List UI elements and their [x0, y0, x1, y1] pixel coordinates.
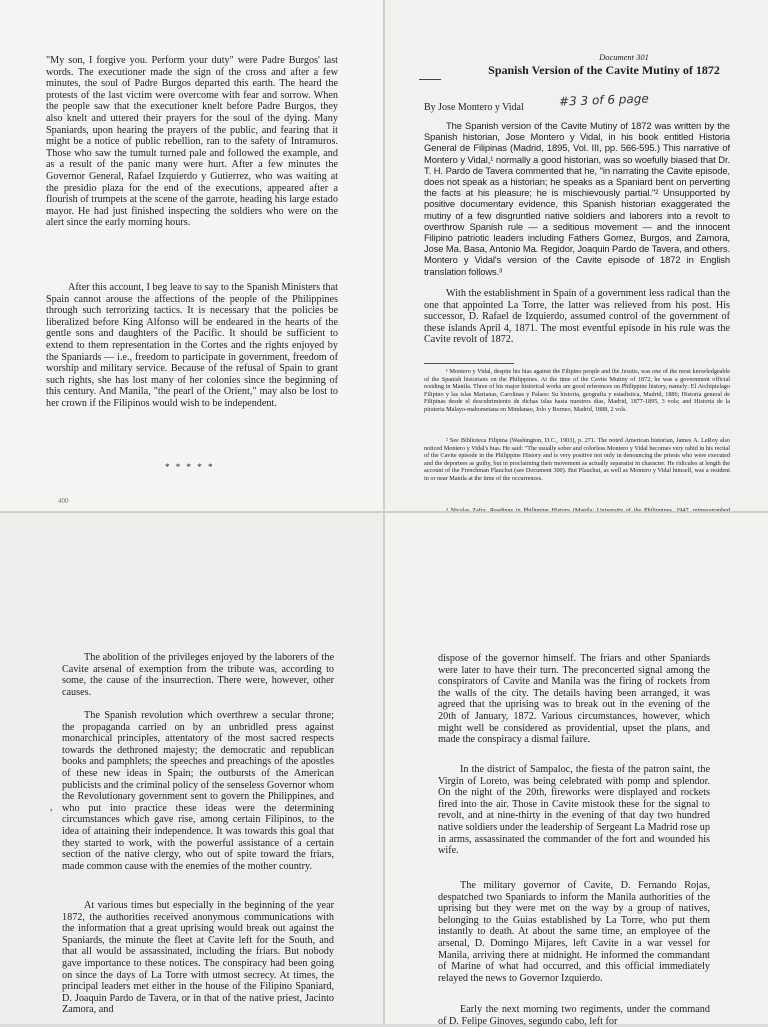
section-divider-stars: * * * * * [165, 462, 215, 472]
paragraph-abolition-privileges: The abolition of the privileges enjoyed by the laborers of the Cavite arsenal of exemption from the tribute was, according to some, the cause of the insurrection. There were, however, other causes. [62, 652, 334, 698]
footnote-1: ¹ Montero y Vidal, despite his bias against the Filipino people and the Jesuits, was one of the most knowledgeable of the Spanish historians on the Philippines. At the time of the Cavite Mutiny of 1872, he was a government official residing in Manila. Three of his major historical works are good references on Philippine history, namely: El Archipielago Filipino y las islas Marianas, Carolinas y Palaos: Su historia, geografia y estadistica, Madrid, 1886; Historia general de Filipinas desde el descubrimiento de dichas islas hasta nuestros dias, Madrid, 1877-1895, 3 vols; and Historia de la pirateria Malayo-mahometana en Mindanao, Jolo y Borneo, Madrid, 1888, 2 vols. [424, 368, 730, 413]
paragraph-spanish-ministers: After this account, I beg leave to say to the Spanish Ministers that Spain cannot arouse the affections of the people of the Philippines through such terrorizing tactics. It is necessary that the policies be liberalized before King Alfonso will be endeared in the hearts of the gentle sons and daughters of the Pacific. It should be sufficient to extend to them representation in the Cortes and the rights enjoyed by the Spaniards — i.e., freedom to participate in government, freedom of worship and military service. Because of the refusal of Spain to grant such rights, she has lost many of her colonies since the beginning of this century. And Manila, "the pearl of the Orient," may also be lost to her crown if the Filipinos would wish to be independent. [46, 282, 338, 409]
paragraph-military-governor: The military governor of Cavite, D. Fernando Rojas, despatched two Spaniards to inform the Manila authorities of the uprising but they were met on the way by a group of natives, belonging to the Guias established by La Torre, who put them instantly to death. At about the same time, an employee of the arsenal, D. Domingo Mijares, left Cavite in a war vessel for Manila, arriving there at midnight. He informed the commandant of Marine of what had occurred, and this official immediately relayed the news to Governor Izquierdo. [438, 880, 710, 984]
page-top-right [384, 0, 768, 512]
paragraph-anonymous-communications: At various times but especially in the beginning of the year 1872, the authorities received anonymous communications with the information that a great uprising would break out against the Spaniards, the minute the fleet at Cavite left for the South, and that all would be assassinated, including the friars. But nobody gave importance to these notices. The conspiracy had been going on since the days of La Torre with utmost secrecy. At times, the principal leaders met either in the house of the Filipino Spaniard, D. Joaquin Pardo de Tavera, or in that of the native priest, Jacinto Zamora, and [62, 900, 334, 1016]
document-title: Spanish Version of the Cavite Mutiny of 1872 [488, 63, 720, 77]
title-dash [419, 79, 441, 80]
document-number: Document 301 [599, 52, 649, 62]
footnote-2: ² See Biblioteca Filipina (Washington, D.C., 1903), p. 271. The noted American historian, James A. LeRoy also noticed Montero y Vidal's bias. He said: "The usually sober and colorless Montero y Vidal becomes very rabid in his recital of the Cavite episode in the Philippine History and is very positive not only in denouncing the priests who were executed and the deportees as guilty, but in proclaiming their movement as actually separatist in character. He ridicules at length the account of the Frenchman Plauchut (see Document 300). But Plauchut, as well as Montero y Vidal himself, was a resident in or near Manila at the time of the occurrences. [424, 437, 730, 482]
paragraph-dispose-governor: dispose of the governor himself. The friars and other Spaniards were later to have their turn. The preconcerted signal among the conspirators of Cavite and Manila was the firing of rockets from the walls of the city. The details having been arranged, it was agreed that the uprising was to break out in the evening of the 20th of January, 1872. Various circumstances, however, which might well be considered as providential, upset the plans, and made the conspiracy a dismal failure. [438, 653, 710, 746]
paragraph-establishment: With the establishment in Spain of a government less radical than the one that appointed La Torre, the latter was relieved from his post. His successor, D. Rafael de Izquierdo, assumed control of the government of these islands April 4, 1871. The most eventful episode in his rule was the Cavite revolt of 1872. [424, 288, 730, 346]
handwritten-note: #3 3 of 6 page [558, 91, 649, 109]
page-top-left [0, 0, 384, 512]
footnote-rule [424, 363, 514, 364]
page-bottom-right [384, 512, 768, 1027]
margin-mark: , [50, 802, 53, 813]
document-author: By Jose Montero y Vidal [424, 102, 524, 113]
horizontal-gutter [0, 511, 768, 513]
paragraph-burgos-last-words: "My son, I forgive you. Perform your duty" were Padre Burgos' last words. The executioner made the sign of the cross and after a few minutes, the soul of Padre Burgos departed this earth. The heard the protests of the last victim were overcome with fear and sorrow. When the people saw that the executioner knelt before Padre Burgos, they also knelt and uttered their prayers for the soul of the dying. Many Spaniards, upon hearing the prayers of the public, and fearing that it might be a notice of public rebellion, ran to the safety of Intramuros. Those who saw the tumult turned pale and followed the example, and as a result of the panic many were hurt. After a few minutes the Governor General, Rafael Izquierdo y Gutierrez, who was waiting at the presidio plaza for the end of the executions, appeared after a flourish of trumpets at the scene of the garrote, heading his large estado mayor. He had just finished inspecting the soldiers who were on the alert since the early morning hours. [46, 55, 338, 229]
page-bottom-left [0, 512, 384, 1024]
paragraph-sampaloc-fiesta: In the district of Sampaloc, the fiesta of the patron saint, the Virgin of Loreto, was being celebrated with pomp and splendor. On the night of the 20th, fireworks were displayed and rockets fired into the air. Those in Cavite mistook these for the signal to revolt, and at nine-thirty in the evening of that day two hundred native soldiers under the leadership of Sergeant La Madrid rose up in arms, assassinated the commander of the fort and wounded his wife. [438, 764, 710, 857]
page-mark: 400 [58, 497, 69, 505]
paragraph-early-next-morning: Early the next morning two regiments, under the command of D. Felipe Ginoves, segundo cabo, left for [438, 1004, 710, 1027]
intro-paragraph: The Spanish version of the Cavite Mutiny of 1872 was written by the Spanish historian, Jose Montero y Vidal, in his book entitled Historia General de Filipinas (Madrid, 1895, Vol. III, pp. 566-595.) This narrative of Montero y Vidal,¹ normally a good historian, was so woefully biased that Dr. T. H. Pardo de Tavera commented that he, "in narrating the Cavite episode, does not speak as a historian; he speaks as a Spaniard bent on perverting the facts at his pleasure; he is mischievously partial."² Unsupported by positive documentary evidence, this Spanish historian exaggerated the mutiny of a few disgruntled native soldiers and laborers into a revolt to overthrow Spanish rule — a seditious movement — and the innocent Filipino patriotic leaders including Fathers Gomez, Burgos, and Zamora, Jose Ma. Basa, Antonio Ma. Regidor, Joaquin Pardo de Tavera, and others. Montero y Vidal's version of the Cavite episode of 1872 in English translation follows.³ [424, 120, 730, 277]
paragraph-spanish-revolution: The Spanish revolution which overthrew a secular throne; the propaganda carried on by an unbridled press against monarchical principles, attentatory of the most sacred respects towards the dethroned majesty; the democratic and republican books and pamphlets; the speeches and preachings of the apostles of these new ideas in Spain; the outbursts of the American publicists and the criminal policy of the senseless Governor whom the Revolutionary government sent to govern the Philippines, and who put into practice these ideas were the determining circumstances which gave rise, among certain Filipinos, to the idea of attaining their independence. It was towards this goal that they started to work, with the powerful assistance of a certain section of the native clergy, who out of spite toward the friars, made common cause with the enemies of the mother country. [62, 710, 334, 872]
